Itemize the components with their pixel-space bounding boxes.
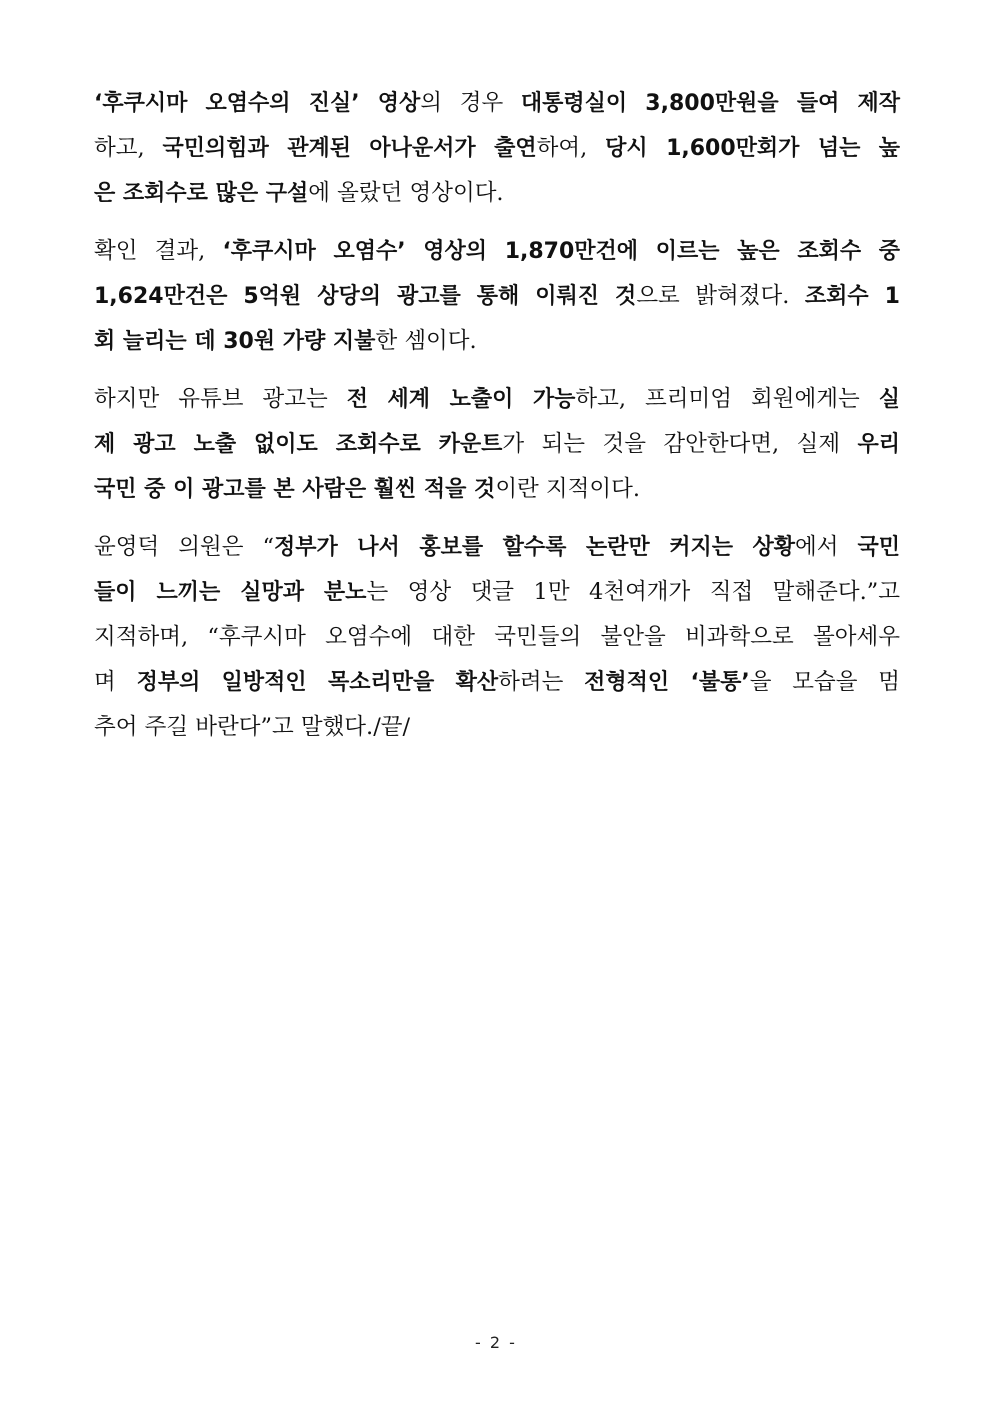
text-run: 하고, 프리미엄 회원에게는	[575, 386, 879, 412]
bold-text-run: 국민의힘과 관계된 아나운서가 출연	[162, 136, 537, 161]
paragraph-2	[94, 229, 900, 364]
text-line	[94, 377, 900, 422]
bold-text-run: 은 조회수로 많은 구설	[94, 181, 309, 206]
text-run: 을 모습을 멈	[749, 669, 901, 695]
bold-text-run: 대통령실이 3,800만원을 들여 제작	[520, 91, 901, 116]
paragraph-1	[94, 81, 900, 216]
text-line	[94, 274, 900, 319]
text-line	[94, 319, 900, 364]
bold-text-run: 들이 느끼는 실망과 분노	[94, 580, 367, 605]
bold-text-run: 우리	[857, 432, 901, 457]
text-run: 하지만 유튜브 광고는	[94, 386, 347, 412]
text-line	[94, 126, 900, 171]
text-run: 하고,	[94, 135, 163, 161]
text-line	[94, 660, 900, 705]
bold-text-run: 제 광고 노출 없이도 조회수로 카운트	[94, 432, 503, 457]
text-line	[94, 525, 900, 570]
text-line	[94, 705, 900, 750]
bold-text-run: 1,624만건은 5억원 상당의 광고를 통해 이뤄진 것	[94, 284, 637, 309]
bold-text-run: 당시 1,600만회가 넘는 높	[605, 136, 901, 161]
text-run: 의 경우	[420, 90, 521, 116]
text-run: 한 셈이다.	[375, 328, 477, 354]
bold-text-run: 조회수 1	[804, 284, 900, 309]
text-run: 며	[94, 669, 137, 695]
text-line	[94, 467, 900, 512]
text-run: 에 올랐던 영상이다.	[308, 180, 504, 206]
text-run: 가 되는 것을 감안한다면, 실제	[502, 431, 858, 457]
text-run: 이란 지적이다.	[495, 476, 641, 502]
page-number: - 2 -	[475, 1333, 517, 1352]
bold-text-run: 회 늘리는 데 30원 가량 지불	[94, 329, 376, 354]
bold-text-run: 실	[878, 387, 901, 412]
text-run: 으로 밝혀졌다.	[636, 283, 805, 309]
text-run: 하려는	[498, 669, 585, 695]
paragraph-4	[94, 525, 900, 750]
text-line	[94, 615, 900, 660]
bold-text-run: 전 세계 노출이 가능	[346, 387, 576, 412]
paragraph-3	[94, 377, 900, 512]
text-run: 추어 주길 바란다”고 말했다./끝/	[94, 714, 411, 740]
text-line	[94, 229, 900, 274]
bold-text-run: ‘후쿠시마 오염수’ 영상의 1,870만건에 이르는 높은 조회수 중	[222, 239, 900, 264]
text-run: 하여,	[536, 135, 606, 161]
text-run: 는 영상 댓글 1만 4천여개가 직접 말해준다.”고	[366, 579, 900, 605]
text-line	[94, 171, 900, 216]
text-run: 지적하며, “후쿠시마 오염수에 대한 국민들의 불안을 비과학으로 몰아세우	[94, 624, 900, 650]
text-run: 에서	[795, 534, 858, 560]
text-run: 확인 결과,	[94, 238, 223, 264]
bold-text-run: 국민	[857, 535, 901, 560]
bold-text-run: 전형적인 ‘불통’	[584, 670, 750, 695]
text-line	[94, 81, 900, 126]
bold-text-run: 정부의 일방적인 목소리만을 확산	[136, 670, 499, 695]
bold-text-run: 국민 중 이 광고를 본 사람은 훨씬 적을 것	[94, 477, 496, 502]
bold-text-run: 정부가 나서 홍보를 할수록 논란만 커지는 상황	[273, 535, 795, 560]
text-line	[94, 570, 900, 615]
text-line	[94, 422, 900, 467]
text-run: 윤영덕 의원은 “	[94, 534, 274, 560]
bold-text-run: ‘후쿠시마 오염수의 진실’ 영상	[94, 91, 421, 116]
